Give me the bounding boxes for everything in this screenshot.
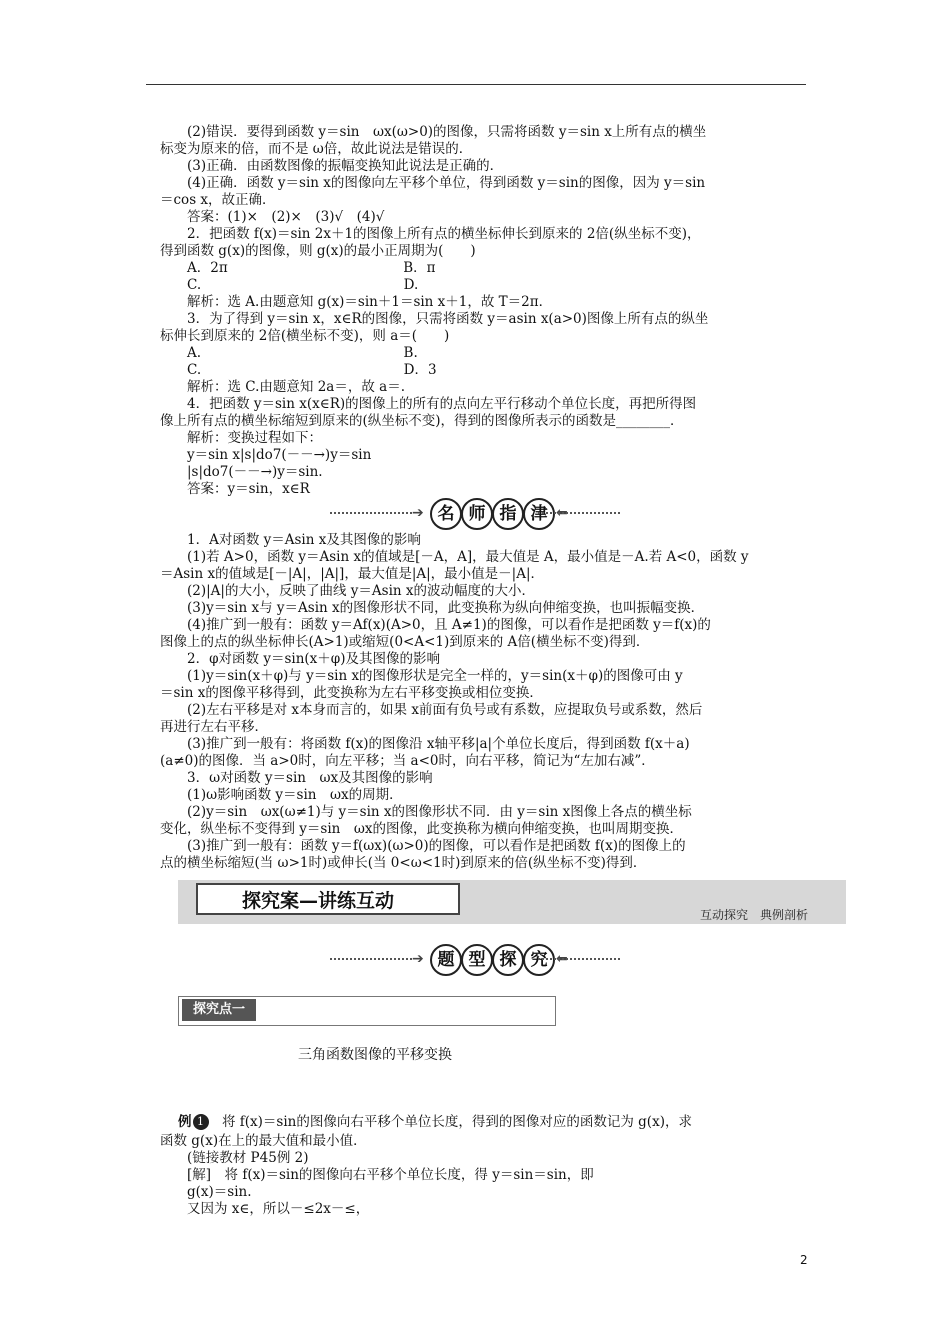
banner-char: 究 [523, 944, 555, 976]
banner-question-types [330, 942, 620, 976]
text-line: ＝cos x，故正确． [160, 192, 276, 208]
text-line: g(x)＝sin. [160, 1184, 252, 1200]
text-line: 解析：变换过程如下： [160, 430, 322, 446]
text-line: (1)y＝sin(x＋φ)与 y＝sin x的图像形状是完全一样的，y＝sin(x＋φ)的图像可由 y [160, 668, 683, 684]
text-line: 1．A对函数 y＝Asin x及其图像的影响 [160, 532, 421, 548]
text-line: ＝Asin x的值域是[－|A|，|A|]，最大值是|A|，最小值是－|A|． [160, 566, 545, 582]
explore-subtitle: 三角函数图像的平移变换 [298, 1047, 452, 1063]
text-line: (a≠0)的图像．当 a>0时，向左平移；当 a<0时，向右平移，简记为“左加右减”． [160, 753, 655, 769]
example-text: 将 f(x)＝sin的图像向右平移个单位长度，得到的图像对应的函数记为 g(x)，求 [208, 1114, 692, 1130]
section-title: 探究案—讲练互动 [196, 883, 460, 915]
text-line: (3)推广到一般有：将函数 f(x)的图像沿 x轴平移|a|个单位长度后，得到函数 f(x＋a) [160, 736, 690, 752]
arrow-left-icon: ⬅ [556, 505, 568, 521]
text-line: 4．把函数 y＝sin x(x∈R)的图像上的所有的点向左平行移动个单位长度，再把所得图 [160, 396, 697, 412]
text-line: (4)推广到一般有：函数 y＝Af(x)(A>0，且 A≠1)的图像，可以看作是把函数 y＝f(x)的 [160, 617, 711, 633]
text-line: 标变为原来的倍，而不是 ω倍，故此说法是错误的． [160, 141, 473, 157]
text-line: 解析：选 C.由题意知 2a＝，故 a＝. [160, 379, 405, 395]
banner-teacher-guide [330, 496, 620, 530]
text-line: 答案：(1)× (2)× (3)√ (4)√ [160, 209, 385, 225]
text-line: A．2π B．π [160, 260, 436, 276]
banner-char: 指 [492, 498, 524, 530]
text-line: 2．φ对函数 y＝sin(x＋φ)及其图像的影响 [160, 651, 440, 667]
text-line: 点的横坐标缩短(当 ω>1时)或伸长(当 0<ω<1时)到原来的倍(纵坐标不变)得到． [160, 855, 647, 871]
text-line: [解] 将 f(x)＝sin的图像向右平移个单位长度，得 y＝sin＝sin，即 [160, 1167, 594, 1183]
text-line: 3．为了得到 y＝sin x，x∈R的图像，只需将函数 y＝asin x(a>0)图像上所有点的纵坐 [160, 311, 709, 327]
arrow-left-icon: ⬅ [556, 951, 568, 967]
banner-char: 探 [492, 944, 524, 976]
page-number: 2 [800, 1253, 808, 1267]
text-line: C. D. [160, 277, 419, 293]
banner-dots-left [330, 512, 412, 514]
header-rule [146, 84, 806, 85]
banner-char: 名 [430, 498, 462, 530]
text-line: (2)|A|的大小，反映了曲线 y＝Asin x的波动幅度的大小． [160, 583, 535, 599]
banner-dots-right [538, 512, 620, 514]
text-line: y＝sin x|s|do7(－－→)y＝sin [160, 447, 372, 463]
text-line: (3)正确．由函数图像的振幅变换知此说法是正确的． [160, 158, 504, 174]
text-line: C. D．3 [160, 362, 437, 378]
arrow-right-icon: ➔ [412, 951, 424, 967]
text-line: |s|do7(－－→)y＝sin. [160, 464, 323, 480]
text-line: A. B. [160, 345, 418, 361]
section-subtitle: 互动探究 典例剖析 [700, 908, 809, 922]
text-line: (2)错误．要得到函数 y＝sin ωx(ω>0)的图像，只需将函数 y＝sin x上所有点的横坐 [160, 124, 707, 140]
banner-char: 津 [523, 498, 555, 530]
arrow-right-icon: ➔ [412, 505, 424, 521]
banner-char: 师 [461, 498, 493, 530]
text-line: 再进行左右平移． [160, 719, 268, 735]
text-line: (2)y＝sin ωx(ω≠1)与 y＝sin x的图像形状不同．由 y＝sin x图像上各点的横坐标 [160, 804, 692, 820]
text-line: 2．把函数 f(x)＝sin 2x＋1的图像上所有点的横坐标伸长到原来的 2倍(纵坐标不变)， [160, 226, 701, 242]
text-line: 图像上的点的纵坐标伸长(A>1)或缩短(0<A<1)到原来的 A倍(横坐标不变)得到． [160, 634, 650, 650]
text-line: 3．ω对函数 y＝sin ωx及其图像的影响 [160, 770, 433, 786]
banner-dots-left [330, 958, 412, 960]
example-label: 例 [178, 1114, 192, 1130]
example-number: 1 [193, 1114, 209, 1130]
text-line: 答案：y＝sin，x∈R [160, 481, 310, 497]
banner-dots-right [538, 958, 620, 960]
example-line [178, 1114, 692, 1131]
text-line: 又因为 x∈，所以－≤2x－≤， [160, 1201, 370, 1217]
banner-char: 型 [461, 944, 493, 976]
text-line: 得到函数 g(x)的图像，则 g(x)的最小正周期为( ) [160, 243, 476, 259]
text-line: ＝sin x的图像平移得到，此变换称为左右平移变换或相位变换． [160, 685, 543, 701]
text-line: 标伸长到原来的 2倍(横坐标不变)，则 a＝( ) [160, 328, 450, 344]
text-line: (2)左右平移是对 x本身而言的，如果 x前面有负号或有系数，应提取负号或系数，然后 [160, 702, 703, 718]
text-line: 解析：选 A.由题意知 g(x)＝sin＋1＝sin x＋1，故 T＝2π． [160, 294, 553, 310]
text-line: (3)y＝sin x与 y＝Asin x的图像形状不同，此变换称为纵向伸缩变换，也叫振幅变换． [160, 600, 705, 616]
text-line: 像上所有点的横坐标缩短到原来的(纵坐标不变)，得到的图像所表示的函数是________． [160, 413, 684, 429]
explore-point-tag: 探究点一 [182, 999, 256, 1021]
text-line: (3)推广到一般有：函数 y＝f(ωx)(ω>0)的图像，可以看作是把函数 f(x)的图像上的 [160, 838, 686, 854]
text-line: (1)ω影响函数 y＝sin ωx的周期． [160, 787, 403, 803]
text-line: (4)正确．函数 y＝sin x的图像向左平移个单位，得到函数 y＝sin的图像，因为 y＝sin [160, 175, 706, 191]
banner-char: 题 [430, 944, 462, 976]
text-line: (1)若 A>0，函数 y＝Asin x的值域是[－A，A]，最大值是 A，最小值是－A.若 A<0，函数 y [160, 549, 749, 565]
text-line: 变化，纵坐标不变得到 y＝sin ωx的图像，此变换称为横向伸缩变换，也叫周期变换． [160, 821, 683, 837]
text-line: 函数 g(x)在上的最大值和最小值． [160, 1133, 367, 1149]
text-line: (链接教材 P45例 2) [160, 1150, 309, 1166]
